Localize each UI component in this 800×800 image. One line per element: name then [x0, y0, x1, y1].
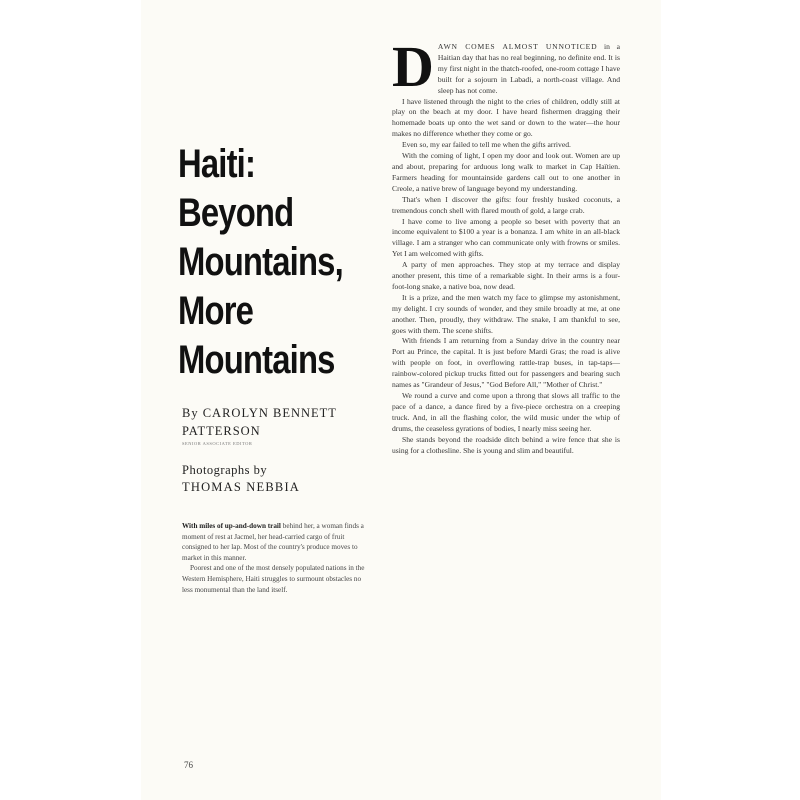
body-paragraph: With the coming of light, I open my door and look out. Women are up and about, preparing for arduous long walk to market in Cap Haïtien. Farmers heading for mountainside gardens call out to one another in Creole, a native brew of language beyond my understanding.	[392, 151, 620, 193]
body-paragraph: We round a curve and come upon a throng that slows all traffic to the pace of a dance, a dance fired by a five-piece orchestra on a creeping truck. And, in all the flashing color, the wild music under the whip of drums, the ceaseless gyrations of bodies, I nearly miss seeing her.	[392, 391, 620, 433]
article-body	[392, 34, 621, 456]
author-byline: By CAROLYN BENNETT PATTERSON	[182, 406, 337, 438]
body-paragraph: That's when I discover the gifts: four freshly husked coconuts, a tremendous conch shell with flared mouth of gold, a large crab.	[392, 194, 620, 215]
title-block	[178, 140, 378, 385]
opening-text: in a Haitian day that has no real beginning, no definite end. It is my first night in the thatch-roofed, one-room cottage I have built for a sojourn in Labadi, a north-coast village. And sleep has not come.	[437, 42, 621, 95]
photo-credit	[182, 462, 382, 496]
body-paragraph: With friends I am returning from a Sunday drive in the country near Port au Prince, the capital. It is just before Mardi Gras; the road is alive with people on foot, in overflowing rattle-trap buses, in tap-taps—rainbow-colored pickup trucks fitted out for passengers and bearing such names as "Grandeur of Jesus," "God Before All," "Mother of Christ."	[392, 336, 620, 390]
photo-credit-label: Photographs by	[182, 463, 268, 477]
photographer-name: THOMAS NEBBIA	[182, 480, 301, 494]
article-title	[178, 140, 375, 385]
caption-text: behind her, a woman finds a moment of rest at Jacmel, her head-carried cargo of fruit consigned to her lap. Most of the country's produce moves to market in this manner.	[182, 522, 364, 562]
drop-cap: D	[392, 34, 434, 99]
title-line-1: Haiti: Beyond	[178, 142, 294, 235]
opening-caps: AWN COMES ALMOST UNNOTICED	[437, 42, 598, 51]
body-paragraph: I have listened through the night to the cries of children, oddly still at play on the beach at my door. I have heard fishermen dragging their homemade boats up onto the wet sand or down to the water—the hour makes no difference whether they come or go.	[392, 96, 620, 139]
title-line-2: Mountains,	[178, 240, 343, 284]
title-line-4: Mountains	[178, 338, 335, 382]
title-line-3: More	[178, 289, 254, 333]
caption-paragraph-2: Poorest and one of the most densely populated nations in the Western Hemisphere, Haiti struggles to surmount obstacles no less monumental than the land itself.	[182, 564, 365, 594]
page-number: 76	[184, 760, 193, 770]
body-paragraph: Even so, my ear failed to tell me when the gifts arrived.	[402, 140, 571, 150]
opening-paragraph	[392, 34, 621, 99]
photo-caption	[182, 521, 370, 595]
byline	[182, 404, 382, 446]
author-role: SENIOR ASSOCIATE EDITOR	[182, 441, 253, 446]
caption-lead: With miles of up-and-down trail	[182, 522, 281, 530]
body-paragraph: She stands beyond the roadside ditch behind a wire fence that she is using for a clothesline. She is young and slim and beautiful.	[392, 434, 620, 455]
body-paragraph: I have come to live among a people so beset with poverty that an income equivalent to $100 a year is a bonanza. I am white in an all-black village. I am a stranger who can communicate only with frowns or smiles. Yet I am welcomed with gifts.	[392, 216, 620, 259]
body-paragraph: It is a prize, and the men watch my face to glimpse my astonishment, my delight. I cry sounds of wonder, and they smile broadly at me, at one another. Then, proudly, they withdraw. The snake, I am thankful to see, goes with them. The scene shifts.	[392, 292, 620, 335]
body-paragraph: A party of men approaches. They stop at my terrace and display another present, this time of a remarkable sight. In their arms is a four-foot-long snake, a native boa, now dead.	[392, 260, 620, 291]
